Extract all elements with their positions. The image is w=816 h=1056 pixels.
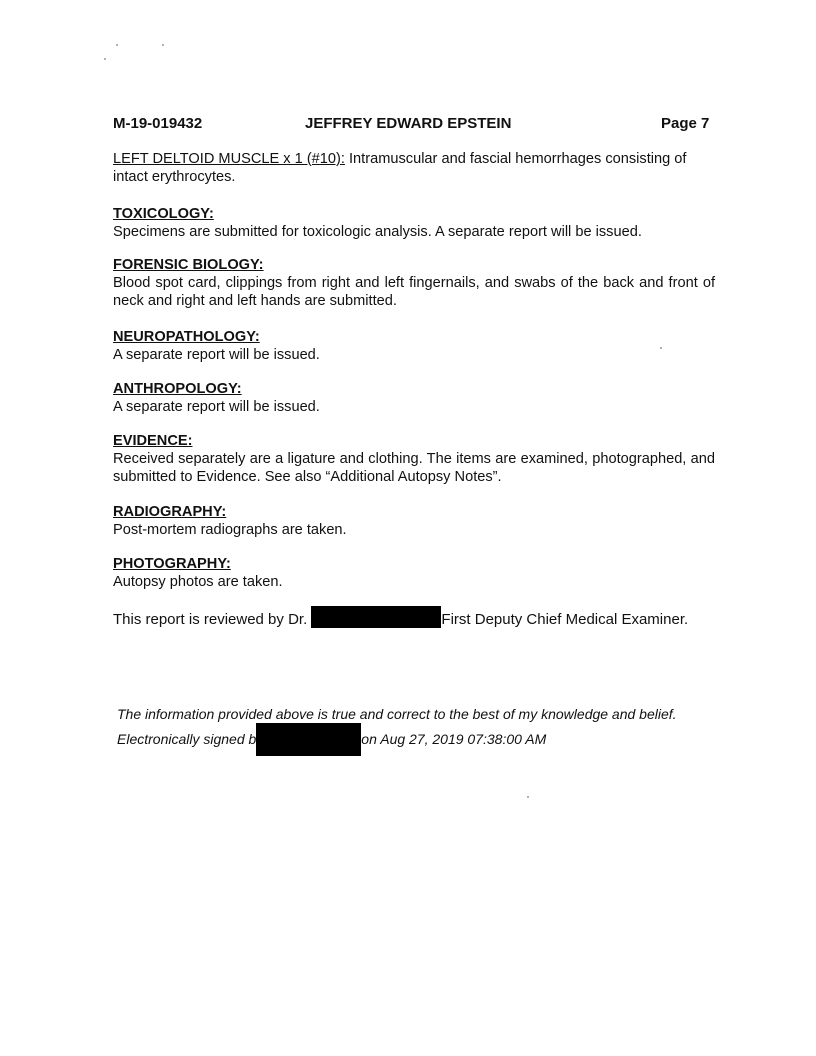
section-body: A separate report will be issued. bbox=[113, 347, 320, 363]
section-heading: FORENSIC BIOLOGY: bbox=[113, 257, 264, 273]
section-heading: TOXICOLOGY: bbox=[113, 206, 214, 222]
section-toxicology bbox=[113, 205, 715, 241]
section-radiography bbox=[113, 503, 715, 539]
decedent-name: JEFFREY EDWARD EPSTEIN bbox=[305, 115, 512, 132]
section-evidence bbox=[113, 432, 715, 486]
scan-speck bbox=[104, 58, 106, 60]
redaction-bar bbox=[311, 606, 441, 628]
deltoid-label: LEFT DELTOID MUSCLE x 1 (#10): bbox=[113, 151, 345, 167]
section-heading: PHOTOGRAPHY: bbox=[113, 556, 231, 572]
section-forensic-biology bbox=[113, 256, 715, 310]
section-neuropathology bbox=[113, 328, 715, 364]
section-body: Post-mortem radiographs are taken. bbox=[113, 522, 347, 538]
signed-prefix: Electronically signed b bbox=[117, 731, 257, 747]
section-heading: NEUROPATHOLOGY: bbox=[113, 329, 260, 345]
scan-speck bbox=[660, 347, 662, 349]
section-body: Specimens are submitted for toxicologic analysis. A separate report will be issued. bbox=[113, 224, 642, 240]
scan-speck bbox=[116, 44, 118, 46]
deltoid-finding bbox=[113, 150, 715, 186]
section-heading: ANTHROPOLOGY: bbox=[113, 381, 242, 397]
page-number: Page 7 bbox=[661, 115, 710, 132]
deltoid-text: Intramuscular and fascial hemorrhages consisting of intact erythrocytes. bbox=[113, 151, 687, 185]
section-heading: RADIOGRAPHY: bbox=[113, 504, 227, 520]
section-photography bbox=[113, 555, 715, 591]
section-heading: EVIDENCE: bbox=[113, 433, 193, 449]
case-number: M-19-019432 bbox=[113, 115, 203, 132]
scan-speck bbox=[162, 44, 164, 46]
signed-suffix: on Aug 27, 2019 07:38:00 AM bbox=[361, 731, 547, 747]
review-prefix: This report is reviewed by Dr. bbox=[113, 611, 308, 628]
section-anthropology bbox=[113, 380, 715, 416]
section-body: Blood spot card, clippings from right and left fingernails, and swabs of the back and front of neck and right and left hands are submitted. bbox=[113, 275, 715, 309]
scan-speck bbox=[527, 796, 529, 798]
section-body: Received separately are a ligature and clothing. The items are examined, photographed, and submitted to Evidence. See also “Additional Autopsy Notes”. bbox=[113, 451, 715, 485]
electronic-signature bbox=[117, 706, 717, 756]
review-line bbox=[113, 606, 715, 629]
redaction-bar bbox=[256, 723, 361, 756]
attestation-line: The information provided above is true and correct to the best of my knowledge and belief. bbox=[117, 706, 677, 722]
review-suffix: First Deputy Chief Medical Examiner. bbox=[441, 611, 689, 628]
signed-line bbox=[117, 723, 717, 756]
section-body: Autopsy photos are taken. bbox=[113, 574, 283, 590]
section-body: A separate report will be issued. bbox=[113, 399, 320, 415]
